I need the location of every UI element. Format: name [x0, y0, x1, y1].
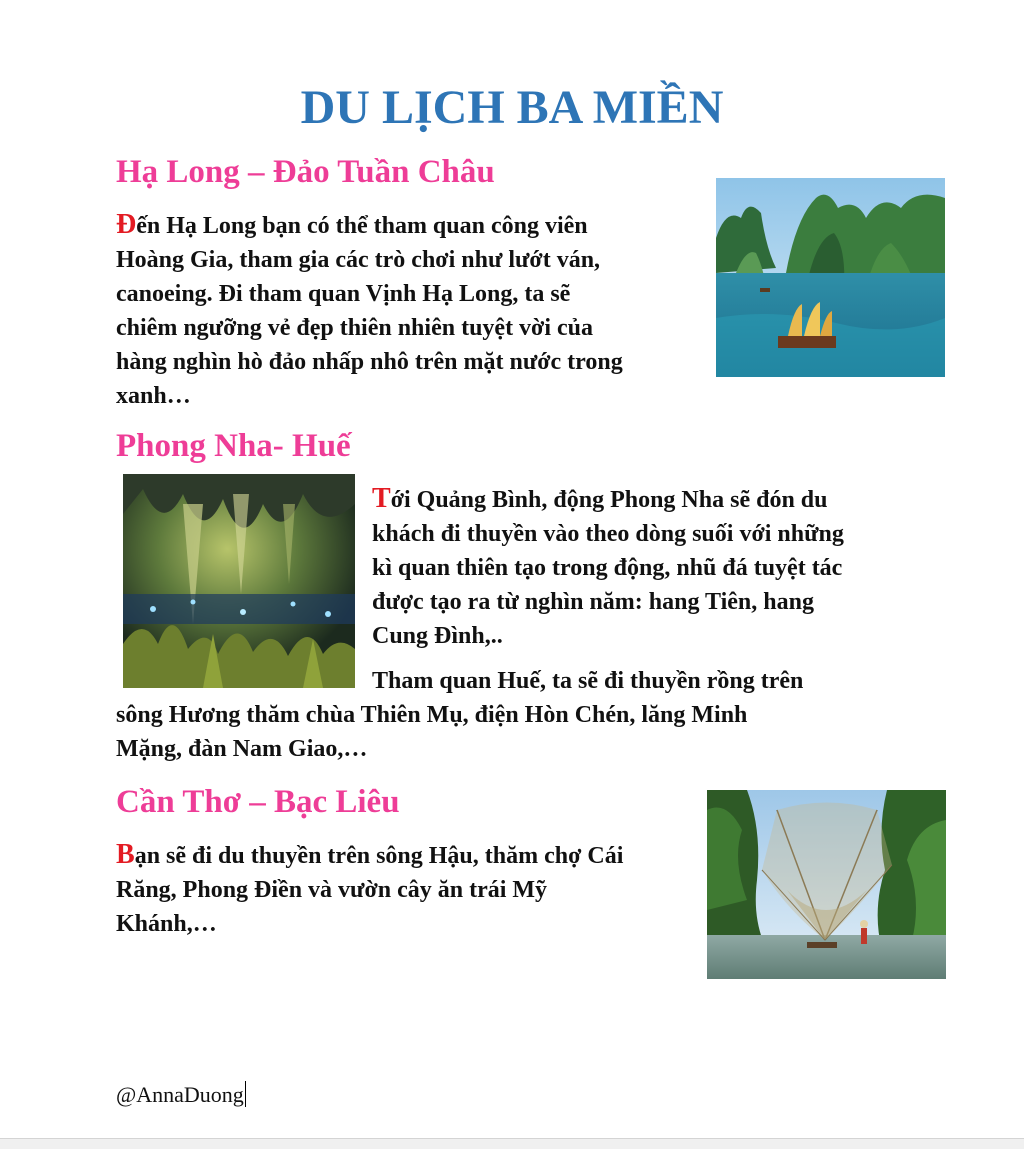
- paragraph-cantho: Bạn sẽ đi du thuyền trên sông Hậu, thăm chợ Cái Răng, Phong Điền và vườn cây ăn trái Mỹ Khánh,…: [116, 839, 624, 937]
- paragraph-halong: Đến Hạ Long bạn có thể tham quan công viên Hoàng Gia, tham gia các trò chơi như lướt ván, canoeing. Đi tham quan Vịnh Hạ Long, ta sẽ chiêm ngưỡng vẻ đẹp thiên nhiên tuyệt vời của hàng nghìn hò đảo nhấp nhô trên mặt nước trong xanh…: [116, 209, 623, 409]
- mekong-river-photo[interactable]: [707, 790, 946, 979]
- phong-nha-cave-photo[interactable]: [123, 474, 355, 688]
- text-cursor: [245, 1081, 246, 1107]
- paragraph-hue-line1: Tham quan Huế, ta sẽ đi thuyền rồng trên: [372, 668, 804, 694]
- page-bottom-edge: [0, 1138, 1024, 1149]
- document-title: DU LỊCH BA MIỀN: [300, 81, 724, 134]
- section-heading-phongnha: Phong Nha- Huế: [116, 428, 351, 464]
- paragraph-phongnha: Tới Quảng Bình, động Phong Nha sẽ đón du khách đi thuyền vào theo dòng suối với những kì quan thiên tạo trong động, nhũ đá tuyệt tác được tạo ra từ nghìn năm: hang Tiên, hang Cung Đình,..: [372, 483, 844, 649]
- dropcap-letter: T: [372, 483, 391, 514]
- section-heading-cantho: Cần Thơ – Bạc Liêu: [116, 784, 400, 820]
- dropcap-letter: Đ: [116, 209, 137, 240]
- section-heading-halong: Hạ Long – Đảo Tuần Châu: [116, 154, 495, 190]
- author-signature[interactable]: @AnnaDuong: [116, 1082, 244, 1107]
- halong-bay-photo[interactable]: [716, 178, 945, 377]
- paragraph-hue-rest: sông Hương thăm chùa Thiên Mụ, điện Hòn Chén, lăng Minh Mặng, đàn Nam Giao,…: [116, 702, 748, 762]
- dropcap-letter: B: [116, 839, 135, 870]
